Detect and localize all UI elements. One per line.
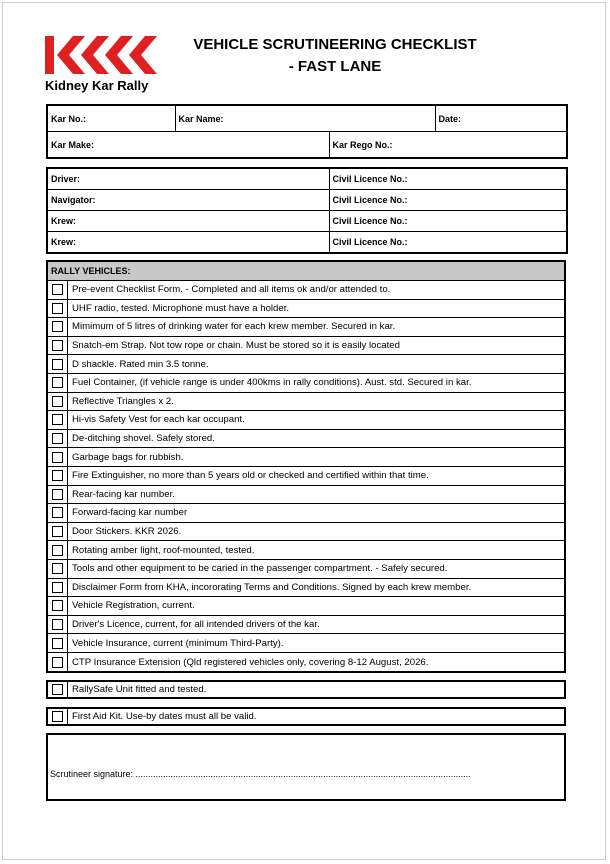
checkbox-cell xyxy=(48,709,68,724)
crew-row xyxy=(47,232,567,254)
checkbox[interactable] xyxy=(52,545,63,556)
title-line-1: VEHICLE SCRUTINEERING CHECKLIST xyxy=(193,36,477,53)
checkbox-cell xyxy=(48,579,68,597)
checklist-item xyxy=(48,523,564,542)
rally-vehicles-list xyxy=(48,281,564,671)
checkbox-cell xyxy=(48,355,68,373)
checkbox-cell xyxy=(48,448,68,466)
kar-no-field[interactable]: Kar No.: xyxy=(47,105,175,132)
checkbox-cell xyxy=(48,300,68,318)
checklist-item-label: Disclaimer Form from KHA, incororating Terms and Conditions. Signed by each krew member. xyxy=(72,581,472,593)
kar-details-table xyxy=(46,104,568,159)
scrutineer-signature-line[interactable]: Scrutineer signature: ...................................................................................................................................... xyxy=(50,769,471,779)
chevron-logo-icon xyxy=(45,34,165,76)
checklist-item xyxy=(48,560,564,579)
checklist-item-label: Garbage bags for rubbish. xyxy=(72,451,184,463)
checklist-item-label: UHF radio, tested. Microphone must have a holder. xyxy=(72,302,290,314)
first-aid-label: First Aid Kit. Use-by dates must all be valid. xyxy=(72,711,257,722)
crew-row xyxy=(47,168,567,190)
checklist-item-label: Mimimum of 5 litres of drinking water for each krew member. Secured in kar. xyxy=(72,321,396,333)
checklist-item-label: Door Stickers. KKR 2026. xyxy=(72,526,182,538)
checklist-item-label: Driver's Licence, current, for all intended drivers of the kar. xyxy=(72,618,320,630)
kar-name-field[interactable]: Kar Name: xyxy=(175,105,435,132)
rally-vehicles-heading: RALLY VEHICLES: xyxy=(48,262,564,281)
checkbox-cell xyxy=(48,653,68,672)
kar-make-field[interactable]: Kar Make: xyxy=(47,132,329,159)
checklist-item-label: CTP Insurance Extension (Qld registered vehicles only, covering 8-12 August, 2026. xyxy=(72,656,429,668)
crew-licence-field[interactable]: Civil Licence No.: xyxy=(329,168,567,190)
checkbox[interactable] xyxy=(52,433,63,444)
checkbox-cell xyxy=(48,616,68,634)
checkbox[interactable] xyxy=(52,359,63,370)
checkbox[interactable] xyxy=(52,452,63,463)
checklist-item xyxy=(48,504,564,523)
checkbox-cell xyxy=(48,504,68,522)
checklist-item-label: De-ditching shovel. Safely stored. xyxy=(72,433,215,445)
checklist-item-label: Rotating amber light, roof-mounted, tested. xyxy=(72,544,255,556)
checklist-item xyxy=(48,486,564,505)
checkbox[interactable] xyxy=(52,284,63,295)
crew-role-field[interactable]: Driver: xyxy=(47,168,329,190)
checkbox-cell xyxy=(48,682,68,697)
checkbox[interactable] xyxy=(52,638,63,649)
crew-licence-field[interactable]: Civil Licence No.: xyxy=(329,211,567,232)
rally-vehicles-section xyxy=(46,260,566,673)
checkbox[interactable] xyxy=(52,600,63,611)
crew-role-field[interactable]: Krew: xyxy=(47,211,329,232)
checkbox[interactable] xyxy=(52,377,63,388)
checkbox-cell xyxy=(48,523,68,541)
checklist-item xyxy=(48,448,564,467)
checklist-item xyxy=(48,281,564,300)
checkbox[interactable] xyxy=(52,684,63,695)
checklist-item xyxy=(48,393,564,412)
checkbox[interactable] xyxy=(52,526,63,537)
checkbox[interactable] xyxy=(52,711,63,722)
checklist-item xyxy=(48,337,564,356)
checklist-item-label: D shackle. Rated min 3.5 tonne. xyxy=(72,358,209,370)
checklist-item-label: Rear-facing kar number. xyxy=(72,488,175,500)
checklist-item xyxy=(48,411,564,430)
checkbox[interactable] xyxy=(52,507,63,518)
crew-licence-field[interactable]: Civil Licence No.: xyxy=(329,190,567,211)
checklist-item-label: Pre-event Checklist Form. - Completed and all items ok and/or attended to. xyxy=(72,284,391,296)
checkbox-cell xyxy=(48,411,68,429)
date-field[interactable]: Date: xyxy=(435,105,567,132)
checkbox-cell xyxy=(48,560,68,578)
rallysafe-row xyxy=(46,680,566,699)
checklist-item xyxy=(48,467,564,486)
checklist-item-label: Vehicle Registration, current. xyxy=(72,600,195,612)
checklist-item xyxy=(48,653,564,672)
logo-text: Kidney Kar Rally xyxy=(45,78,149,93)
checkbox-cell xyxy=(48,318,68,336)
checkbox[interactable] xyxy=(52,582,63,593)
checklist-item xyxy=(48,355,564,374)
checkbox[interactable] xyxy=(52,657,63,668)
checklist-item-label: Hi-vis Safety Vest for each kar occupant. xyxy=(72,414,245,426)
crew-licence-field[interactable]: Civil Licence No.: xyxy=(329,232,567,254)
crew-row xyxy=(47,190,567,211)
kar-rego-field[interactable]: Kar Rego No.: xyxy=(329,132,567,159)
checklist-item-label: Fire Extinguisher, no more than 5 years old or checked and certified within that time. xyxy=(72,470,429,482)
checkbox-cell xyxy=(48,467,68,485)
checklist-item xyxy=(48,634,564,653)
checkbox-cell xyxy=(48,281,68,299)
checkbox-cell xyxy=(48,597,68,615)
checkbox[interactable] xyxy=(52,470,63,481)
rallysafe-label: RallySafe Unit fitted and tested. xyxy=(72,684,207,695)
signature-box xyxy=(46,733,566,801)
checklist-item-label: Forward-facing kar number xyxy=(72,507,188,519)
checkbox[interactable] xyxy=(52,489,63,500)
checkbox-cell xyxy=(48,393,68,411)
checkbox-cell xyxy=(48,541,68,559)
checklist-item xyxy=(48,374,564,393)
checkbox-cell xyxy=(48,634,68,652)
crew-role-field[interactable]: Krew: xyxy=(47,232,329,254)
checklist-item xyxy=(48,541,564,560)
checkbox[interactable] xyxy=(52,321,63,332)
checklist-item xyxy=(48,616,564,635)
checkbox[interactable] xyxy=(52,414,63,425)
checklist-item-label: Vehicle Insurance, current (minimum Third-Party). xyxy=(72,637,284,649)
checkbox[interactable] xyxy=(52,396,63,407)
checkbox[interactable] xyxy=(52,303,63,314)
checkbox[interactable] xyxy=(52,340,63,351)
checkbox-cell xyxy=(48,337,68,355)
document-title xyxy=(185,34,485,78)
checklist-item xyxy=(48,579,564,598)
checklist-item xyxy=(48,300,564,319)
checklist-item xyxy=(48,597,564,616)
crew-table xyxy=(46,167,568,254)
first-aid-row xyxy=(46,707,566,726)
kidney-kar-rally-logo xyxy=(45,34,165,96)
title-line-2: - FAST LANE xyxy=(288,58,382,75)
checklist-item-label: Reflective Triangles x 2. xyxy=(72,395,174,407)
checkbox-cell xyxy=(48,486,68,504)
checklist-item-label: Snatch-em Strap. Not tow rope or chain. Must be stored so it is easily located xyxy=(72,340,400,352)
crew-row xyxy=(47,211,567,232)
checklist-item xyxy=(48,430,564,449)
checkbox[interactable] xyxy=(52,619,63,630)
checkbox-cell xyxy=(48,430,68,448)
checklist-item-label: Fuel Container, (if vehicle range is under 400kms in rally conditions). Aust. std. Secured in kar. xyxy=(72,377,472,389)
checkbox-cell xyxy=(48,374,68,392)
checklist-item xyxy=(48,318,564,337)
checklist-item-label: Tools and other equipment to be caried in the passenger compartment. - Safely secured. xyxy=(72,563,448,575)
crew-role-field[interactable]: Navigator: xyxy=(47,190,329,211)
checkbox[interactable] xyxy=(52,563,63,574)
